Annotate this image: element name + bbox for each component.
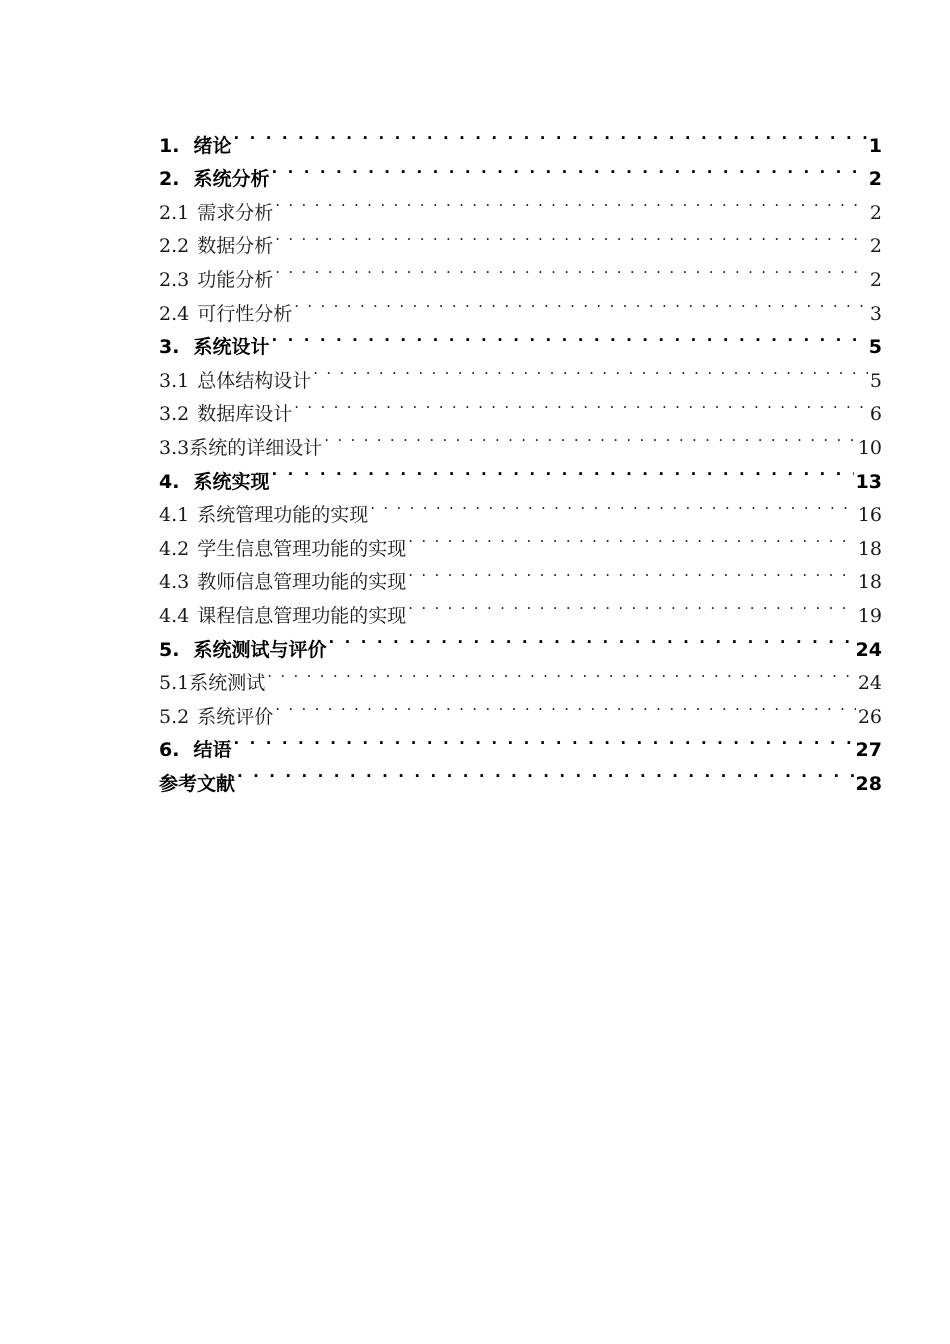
dot-leader [271,454,853,488]
dot-leader [275,252,868,286]
toc-entry-number: 4. [159,470,180,493]
dot-leader [275,689,856,723]
toc-entry-title: 可行性分析 [197,302,293,325]
toc-entry-title: 功能分析 [197,268,274,291]
toc-entry-title: 系统测试与评价 [193,638,327,661]
toc-entry-page: 13 [855,470,882,493]
toc-entry[interactable] [159,118,882,157]
toc-entry-number: 3.3 [159,436,190,459]
toc-entry-page: 19 [857,604,882,627]
dot-leader [324,420,856,454]
toc-entry-title: 数据库设计 [197,403,293,426]
toc-entry-title: 参考文献 [159,772,236,795]
toc-entry-title: 系统分析 [193,168,270,191]
toc-entry-page: 5 [868,336,882,359]
toc-entry-number: 2.1 [159,201,190,224]
toc-entry-page: 18 [857,571,882,594]
toc-entry-page: 10 [857,436,882,459]
toc-entry-page: 1 [868,134,882,157]
dot-leader [408,555,856,589]
dot-leader [294,286,868,320]
toc-entry-title: 系统测试 [189,672,266,695]
toc-entry-number: 3. [159,336,180,359]
dot-leader [233,723,853,757]
toc-entry-number: 5. [159,638,180,661]
toc-entry-number: 3.2 [159,403,190,426]
dot-leader [313,353,868,387]
dot-leader [275,219,868,253]
toc-entry-page: 24 [855,638,882,661]
toc-entry-number: 2.3 [159,268,190,291]
dot-leader [408,588,856,622]
dot-leader [328,622,853,656]
toc-entry-page: 3 [869,302,882,325]
toc-entry-page: 2 [869,268,882,291]
toc-entry-number: 2.2 [159,235,190,258]
toc-entry-page: 2 [868,168,882,191]
dot-leader [275,185,868,219]
toc-entry-number: 4.3 [159,571,190,594]
toc-entry-page: 28 [855,772,882,795]
toc-entry-title: 课程信息管理功能的实现 [197,604,407,627]
toc-entry-number: 6. [159,739,180,762]
table-of-contents [159,118,882,795]
dot-leader [267,656,856,690]
toc-entry[interactable] [159,152,882,191]
toc-entry-number: 1. [159,134,180,157]
toc-entry-title: 结语 [193,739,232,762]
toc-entry-page: 18 [857,537,882,560]
dot-leader [237,756,854,790]
toc-entry-number: 2. [159,168,180,191]
toc-entry-page: 26 [857,705,882,728]
toc-entry[interactable] [159,656,882,695]
dot-leader [233,118,866,152]
toc-entry-title: 需求分析 [197,201,274,224]
toc-entry-number: 5.1 [159,672,190,695]
dot-leader [271,152,866,186]
toc-entry-title: 教师信息管理功能的实现 [197,571,407,594]
toc-entry[interactable] [159,756,882,795]
dot-leader [294,387,868,421]
toc-entry[interactable] [159,723,882,762]
toc-entry-page: 2 [869,201,882,224]
toc-entry-page: 24 [857,672,882,695]
toc-entry-title: 系统实现 [193,470,270,493]
dot-leader [271,320,866,354]
toc-entry-title: 学生信息管理功能的实现 [197,537,407,560]
toc-entry-page: 27 [855,739,882,762]
dot-leader [370,488,856,522]
toc-entry-page: 6 [869,403,882,426]
toc-entry[interactable] [159,689,882,728]
toc-entry-number: 4.4 [159,604,190,627]
toc-entry-page: 5 [869,369,882,392]
toc-entry-title: 数据分析 [197,235,274,258]
toc-entry-title: 总体结构设计 [197,369,312,392]
toc-entry-number: 4.1 [159,504,190,527]
dot-leader [408,521,856,555]
toc-entry-number: 4.2 [159,537,190,560]
toc-entry-number: 5.2 [159,705,190,728]
toc-entry-page: 16 [857,504,882,527]
toc-entry-title: 系统的详细设计 [189,436,323,459]
toc-entry-number: 3.1 [159,369,190,392]
toc-entry-title: 系统评价 [197,705,274,728]
toc-entry-number: 2.4 [159,302,190,325]
toc-entry-title: 系统管理功能的实现 [197,504,369,527]
toc-entry-page: 2 [869,235,882,258]
toc-entry-title: 系统设计 [193,336,270,359]
toc-entry-title: 绪论 [193,134,232,157]
